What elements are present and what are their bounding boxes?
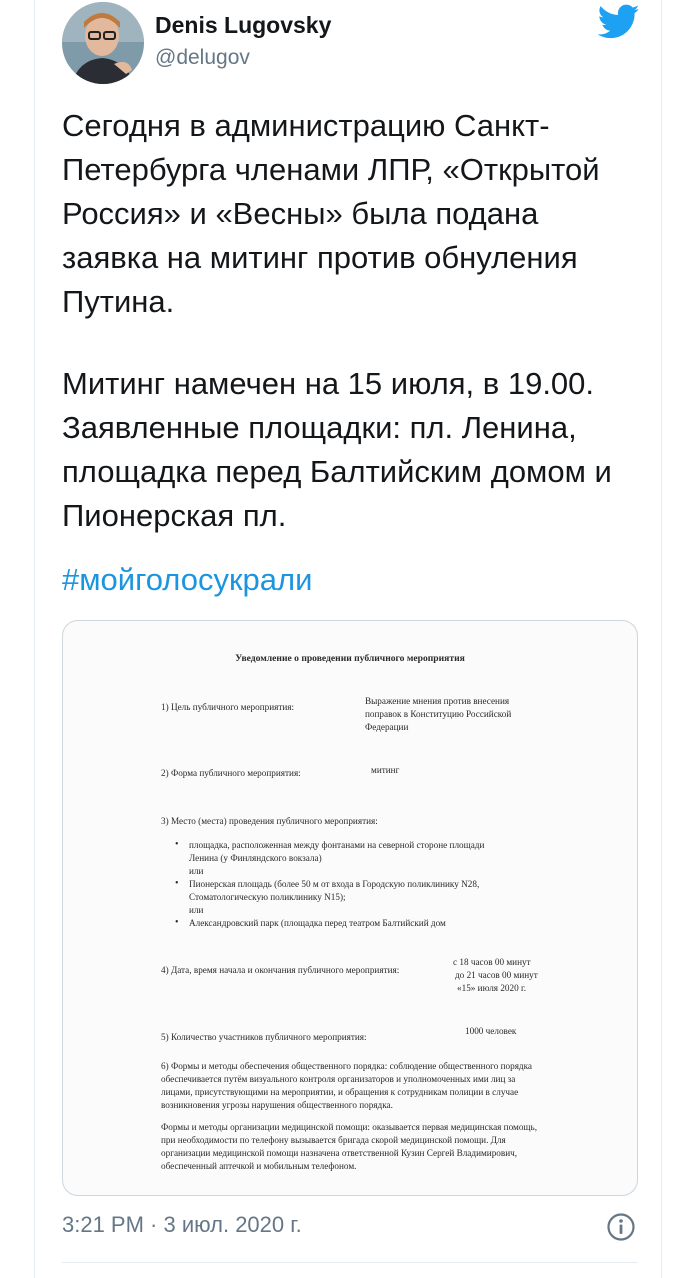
item-4-label: 4) Дата, время начала и окончания публичного мероприятия: [161,965,400,975]
bullet-icon: • [175,917,179,928]
place-line: Ленина (у Финляндского вокзала) [189,853,322,863]
tweet-text [62,104,642,538]
place-item [175,839,484,851]
item-4-value-line: «15» июля 2020 г. [457,983,527,993]
place-item [175,878,479,890]
or-text: или [189,866,204,876]
item-6-line: лицами, присутствующими на мероприятии, и обращения к сотрудникам полиции в случае [161,1087,519,1097]
item-4-value-line: с 18 часов 00 минут [453,957,531,967]
medical-help-line: обеспеченный аптечкой и мобильным телефоном. [161,1161,357,1171]
medical-help-line: при необходимости по телефону вызывается бригада скорой медицинской помощи. Для [161,1135,506,1145]
tweet-paragraph: Митинг намечен на 15 июля, в 19.00. Заявленные площадки: пл. Ленина, площадка перед Балтийским домом и Пионерская пл. [62,366,612,533]
item-2-label: 2) Форма публичного мероприятия: [161,768,301,778]
info-icon[interactable] [606,1212,636,1242]
author-name[interactable]: Denis Lugovsky [155,12,332,38]
tweet-paragraph: Сегодня в администрацию Санкт-Петербурга членами ЛПР, «Открытой Россия» и «Весны» была подана заявка на митинг против обнуления Путина. [62,108,600,319]
avatar[interactable] [62,2,144,84]
document-content [63,621,637,1195]
item-1-value-line: поправок в Конституцию Российской [365,709,512,719]
item-2-value: митинг [371,765,400,775]
place-line: площадка, расположенная между фонтанами на северной стороне площади [189,840,485,850]
item-5-value: 1000 человек [465,1026,517,1036]
hashtag-link[interactable]: #мойголосукрали [62,562,313,597]
twitter-bird-icon[interactable] [598,4,640,40]
item-1-value-line: Выражение мнения против внесения [365,696,510,706]
or-text: или [189,905,204,915]
item-6-line: обеспечивается путём визуального контроля организаторов и уполномоченных ими лиц за [161,1074,516,1084]
item-1-value-line: Федерации [365,722,409,732]
item-1-label: 1) Цель публичного мероприятия: [161,702,295,712]
bullet-icon: • [175,878,179,889]
divider [62,1262,638,1263]
bullet-icon: • [175,839,179,850]
place-line: Пионерская площадь (более 50 м от входа в Городскую поликлинику N28, [189,879,480,889]
document-title: Уведомление о проведении публичного мероприятия [235,653,465,664]
item-3-label: 3) Место (места) проведения публичного мероприятия: [161,816,378,826]
item-6-line: 6) Формы и методы обеспечения общественного порядка: соблюдение общественного порядка [161,1061,533,1071]
author-handle[interactable]: @delugov [155,46,250,69]
place-line: Стоматологическую поликлинику N15); [189,892,346,902]
attached-document-image[interactable] [62,620,638,1196]
medical-help-line: Формы и методы организации медицинской помощи: оказывается первая медицинская помощь, [161,1122,537,1132]
tweet-timestamp[interactable]: 3:21 PM · 3 июл. 2020 г. [62,1212,302,1237]
item-4-value-line: до 21 часов 00 минут [455,970,538,980]
item-6-line: возникновения угрозы нарушения общественного порядка. [161,1100,393,1110]
medical-help-line: организации медицинской помощи назначена ответственной Кузин Сергей Владимирович, [161,1148,518,1158]
place-line: Александровский парк (площадка перед театром Балтийский дом [189,918,446,928]
place-item [175,917,446,929]
item-5-label: 5) Количество участников публичного мероприятия: [161,1032,367,1042]
